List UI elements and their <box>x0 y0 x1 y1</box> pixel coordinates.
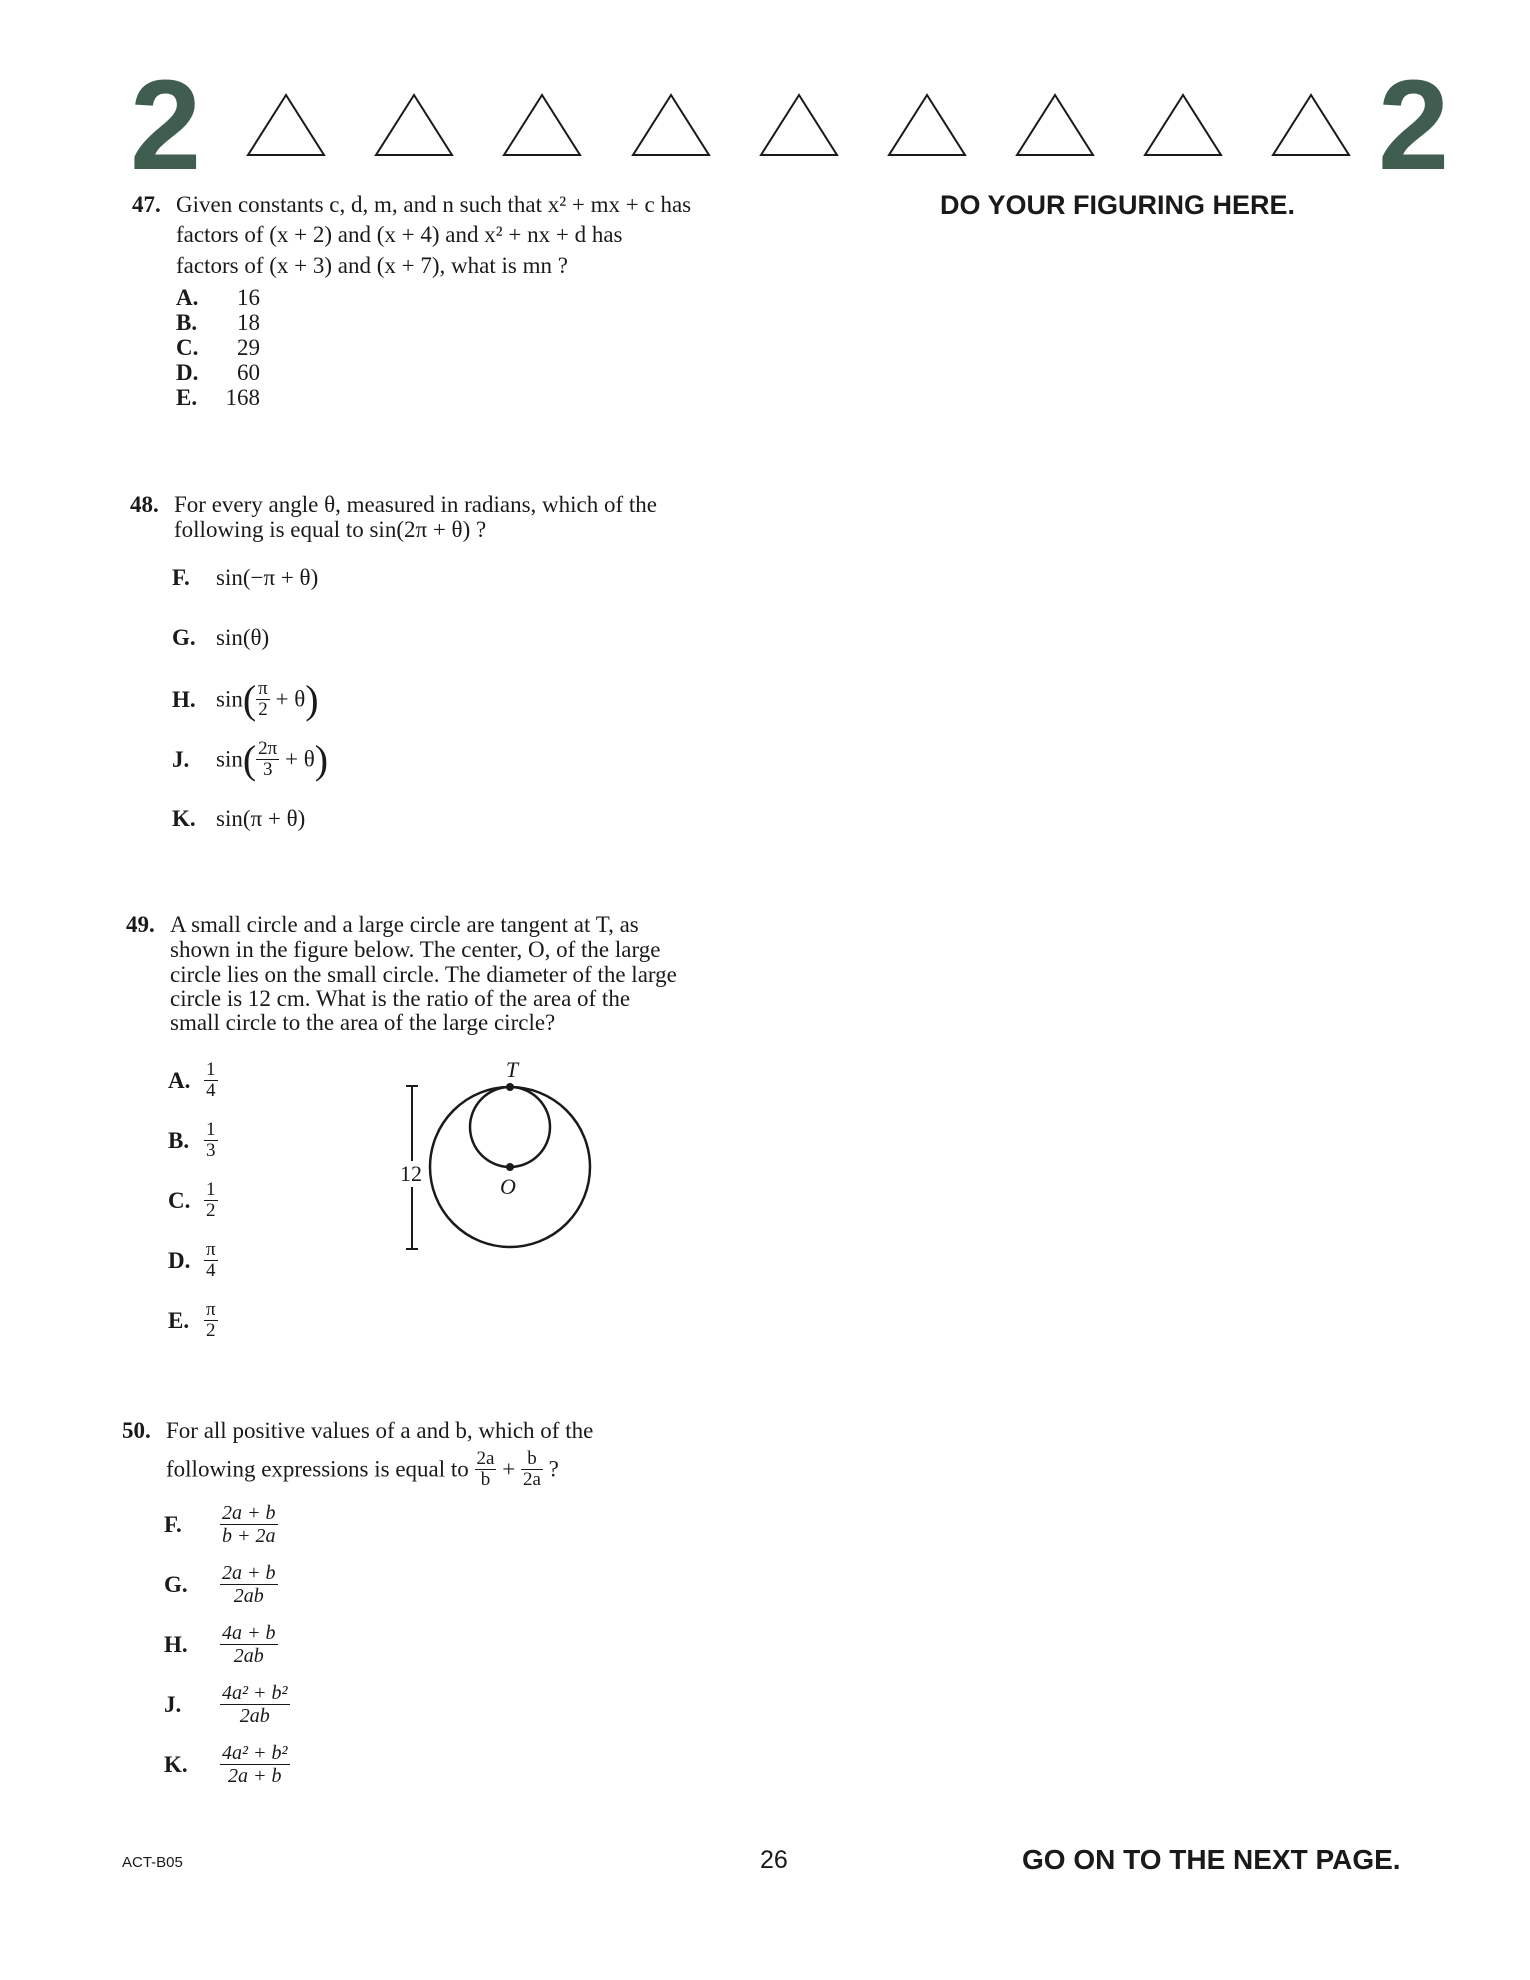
choice-value: 168 <box>225 385 260 410</box>
q48-line-2: following is equal to sin(2π + θ) ? <box>174 517 487 542</box>
choice-label: C. <box>176 335 199 360</box>
choice-label: B. <box>168 1127 190 1153</box>
choice-fraction <box>204 1240 218 1281</box>
choice-label: E. <box>176 385 198 410</box>
choice-value: 60 <box>237 360 260 385</box>
q48-choice-f[interactable]: F. sin(−π + θ) <box>172 565 319 590</box>
fraction-denominator: 3 <box>206 1140 216 1161</box>
q50-choice-g[interactable] <box>164 1562 278 1607</box>
q47-number: 47. <box>132 192 161 217</box>
fraction-denominator: 2a + b <box>228 1765 282 1787</box>
q47-line-2: factors of (x + 2) and (x + 4) and x² + nx + d has <box>176 222 623 247</box>
q47-line-1: Given constants c, d, m, and n such that x² + mx + c has <box>176 192 692 217</box>
fraction-denominator: b + 2a <box>222 1525 276 1547</box>
fraction-denominator: 2 <box>206 1200 216 1221</box>
fraction-numerator: π <box>206 1299 216 1320</box>
choice-fraction <box>204 1120 218 1161</box>
q49-choice-c[interactable] <box>168 1180 218 1221</box>
choice-value: 16 <box>237 285 260 310</box>
q49-line-4: circle is 12 cm. What is the ratio of the area of the <box>170 986 631 1011</box>
fraction-numerator: 4a² + b² <box>222 1682 288 1704</box>
choice-label: B. <box>176 310 198 335</box>
q49-choice-b[interactable] <box>168 1120 218 1161</box>
q48-choice-h[interactable]: H. sin( $\frac{\pi}{2}$ + θ) <box>172 677 319 722</box>
q49-line-3: circle lies on the small circle. The diameter of the large <box>170 962 677 987</box>
tangent-circles-figure <box>390 1055 610 1265</box>
fraction-numerator: 1 <box>206 1059 216 1080</box>
header-triangle-8 <box>1145 95 1221 155</box>
header-triangle-3 <box>504 95 580 155</box>
q50-number: 50. <box>122 1418 151 1443</box>
choice-label: D. <box>176 360 199 385</box>
q48-choice-j[interactable]: J. sin( $\frac{2\pi}{3}$ + θ) <box>172 737 329 782</box>
fraction-numerator: 1 <box>206 1179 216 1200</box>
page-number: 26 <box>760 1846 788 1874</box>
figuring-label: DO YOUR FIGURING HERE. <box>940 190 1296 220</box>
q47-choice-d[interactable] <box>176 360 260 385</box>
choice-value: 18 <box>237 310 260 335</box>
fraction-denominator: 2ab <box>233 1645 264 1667</box>
fraction-numerator: 4a + b <box>222 1622 276 1644</box>
fraction-numerator: 2a + b <box>222 1502 276 1524</box>
choice-fraction <box>220 1502 278 1547</box>
choice-fraction <box>220 1742 290 1787</box>
q47-choice-b[interactable] <box>176 310 260 335</box>
choice-value: 29 <box>237 335 260 360</box>
choice-fraction <box>204 1300 218 1341</box>
triangle-border-row <box>0 0 1530 170</box>
fraction-numerator: 4a² + b² <box>222 1742 288 1764</box>
fraction-denominator: 4 <box>206 1260 216 1281</box>
q49-line-5: small circle to the area of the large circle? <box>170 1010 556 1035</box>
choice-fraction <box>220 1562 278 1607</box>
fraction-numerator: 2a + b <box>222 1562 276 1584</box>
label-o: O <box>500 1174 516 1199</box>
section-number-left: 2 <box>130 54 202 197</box>
q47-choice-a[interactable] <box>176 285 260 310</box>
header-triangle-6 <box>889 95 965 155</box>
q48-choice-k[interactable]: K. sin(π + θ) <box>172 806 306 831</box>
choice-label: H. <box>164 1631 188 1657</box>
next-page-label: GO ON TO THE NEXT PAGE. <box>1022 1844 1401 1875</box>
header-triangle-5 <box>761 95 837 155</box>
q47-line-3: factors of (x + 3) and (x + 7), what is mn ? <box>176 253 568 278</box>
q49-choice-a[interactable] <box>168 1060 218 1101</box>
fraction-denominator: 2ab <box>239 1705 270 1727</box>
choice-label: A. <box>168 1067 191 1093</box>
fraction-denominator: 4 <box>206 1080 216 1101</box>
fraction-numerator: π <box>206 1239 216 1260</box>
fraction-denominator: 2 <box>206 1320 216 1341</box>
point-t <box>506 1083 514 1091</box>
small-circle <box>470 1087 550 1167</box>
choice-label: A. <box>176 285 199 310</box>
q50-line-1: For all positive values of a and b, which of the <box>166 1418 594 1443</box>
header-triangle-2 <box>376 95 452 155</box>
choice-fraction <box>204 1060 218 1101</box>
section-number-right: 2 <box>1378 54 1450 197</box>
fraction-denominator: 2ab <box>233 1585 264 1607</box>
choice-label: C. <box>168 1187 191 1213</box>
choice-fraction <box>204 1180 218 1221</box>
q49-choice-e[interactable] <box>168 1300 218 1341</box>
fraction-numerator: 1 <box>206 1119 216 1140</box>
header-triangle-4 <box>633 95 709 155</box>
q47-choice-c[interactable] <box>176 335 260 360</box>
choice-fraction <box>220 1682 290 1727</box>
q50-choice-h[interactable] <box>164 1622 278 1667</box>
q50-choice-k[interactable] <box>164 1742 290 1787</box>
choice-label: G. <box>164 1571 188 1597</box>
q47-choice-e[interactable] <box>176 385 260 410</box>
choice-label: D. <box>168 1247 191 1273</box>
form-code: ACT-B05 <box>122 1854 183 1871</box>
header-triangle-9 <box>1273 95 1349 155</box>
q48-line-1: For every angle θ, measured in radians, which of the <box>174 492 657 517</box>
q50-choice-j[interactable] <box>164 1682 290 1727</box>
q48-number: 48. <box>130 492 159 517</box>
choice-label: F. <box>164 1511 182 1537</box>
q49-line-1: A small circle and a large circle are tangent at T, as <box>170 912 639 937</box>
q48-choice-g[interactable]: G. sin(θ) <box>172 625 270 650</box>
choice-label: K. <box>164 1751 188 1777</box>
label-t: T <box>505 1057 519 1082</box>
choice-label: E. <box>168 1307 190 1333</box>
q50-line-2: following expressions is equal to $\frac{2a}{b}$ + $\frac{b}{2a}$ ? <box>166 1448 559 1491</box>
q49-choice-d[interactable] <box>168 1240 218 1281</box>
header-triangle-1 <box>248 95 324 155</box>
diameter-label: 12 <box>400 1161 422 1186</box>
q49-line-2: shown in the figure below. The center, O, of the large <box>170 937 661 962</box>
q49-number: 49. <box>126 912 155 937</box>
choice-fraction <box>220 1622 278 1667</box>
choice-label: J. <box>164 1691 182 1717</box>
header-triangle-7 <box>1017 95 1093 155</box>
q50-choice-f[interactable] <box>164 1502 278 1547</box>
point-o <box>506 1163 514 1171</box>
